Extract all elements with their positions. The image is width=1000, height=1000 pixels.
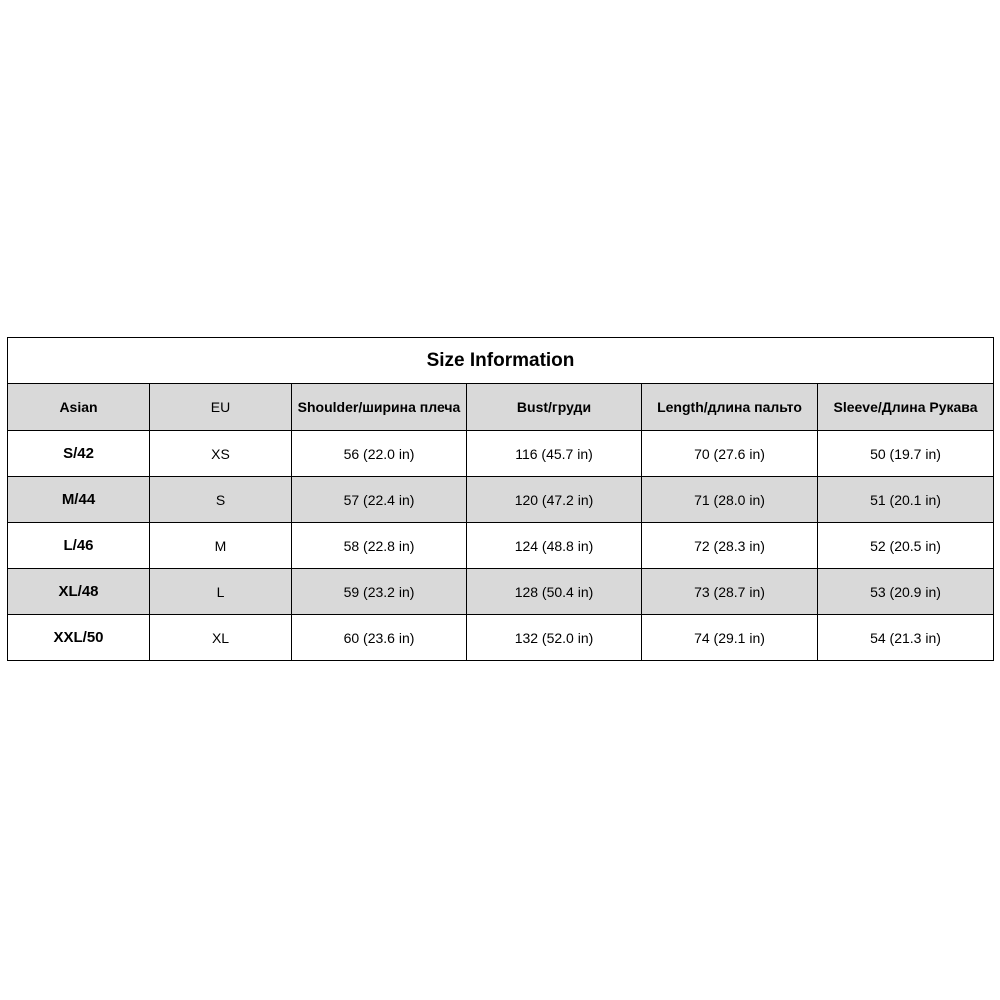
table-row bbox=[8, 523, 994, 569]
cell-bust: 128 (50.4 in) bbox=[467, 569, 642, 615]
table-title: Size Information bbox=[8, 338, 994, 384]
cell-sleeve: 54 (21.3 in) bbox=[818, 615, 994, 661]
table-title-row bbox=[8, 338, 994, 384]
cell-shoulder: 58 (22.8 in) bbox=[292, 523, 467, 569]
cell-sleeve: 53 (20.9 in) bbox=[818, 569, 994, 615]
table-row bbox=[8, 431, 994, 477]
cell-asian: S/42 bbox=[8, 431, 150, 477]
cell-length: 71 (28.0 in) bbox=[642, 477, 818, 523]
cell-bust: 116 (45.7 in) bbox=[467, 431, 642, 477]
cell-eu: XS bbox=[150, 431, 292, 477]
cell-sleeve: 51 (20.1 in) bbox=[818, 477, 994, 523]
cell-asian: XXL/50 bbox=[8, 615, 150, 661]
cell-bust: 132 (52.0 in) bbox=[467, 615, 642, 661]
cell-shoulder: 57 (22.4 in) bbox=[292, 477, 467, 523]
table-row bbox=[8, 477, 994, 523]
table-row bbox=[8, 615, 994, 661]
cell-asian: XL/48 bbox=[8, 569, 150, 615]
cell-sleeve: 52 (20.5 in) bbox=[818, 523, 994, 569]
cell-shoulder: 56 (22.0 in) bbox=[292, 431, 467, 477]
size-information-table bbox=[7, 337, 994, 661]
cell-eu: L bbox=[150, 569, 292, 615]
cell-length: 74 (29.1 in) bbox=[642, 615, 818, 661]
cell-length: 70 (27.6 in) bbox=[642, 431, 818, 477]
cell-shoulder: 59 (23.2 in) bbox=[292, 569, 467, 615]
header-sleeve: Sleeve/Длина Рукава bbox=[818, 384, 994, 431]
cell-asian: L/46 bbox=[8, 523, 150, 569]
header-eu: EU bbox=[150, 384, 292, 431]
cell-eu: S bbox=[150, 477, 292, 523]
cell-bust: 124 (48.8 in) bbox=[467, 523, 642, 569]
cell-shoulder: 60 (23.6 in) bbox=[292, 615, 467, 661]
table-header-row bbox=[8, 384, 994, 431]
header-bust: Bust/груди bbox=[467, 384, 642, 431]
cell-bust: 120 (47.2 in) bbox=[467, 477, 642, 523]
cell-eu: M bbox=[150, 523, 292, 569]
header-shoulder: Shoulder/ширина плеча bbox=[292, 384, 467, 431]
cell-sleeve: 50 (19.7 in) bbox=[818, 431, 994, 477]
cell-eu: XL bbox=[150, 615, 292, 661]
header-asian: Asian bbox=[8, 384, 150, 431]
cell-asian: M/44 bbox=[8, 477, 150, 523]
cell-length: 73 (28.7 in) bbox=[642, 569, 818, 615]
header-length: Length/длина пальто bbox=[642, 384, 818, 431]
table-row bbox=[8, 569, 994, 615]
cell-length: 72 (28.3 in) bbox=[642, 523, 818, 569]
